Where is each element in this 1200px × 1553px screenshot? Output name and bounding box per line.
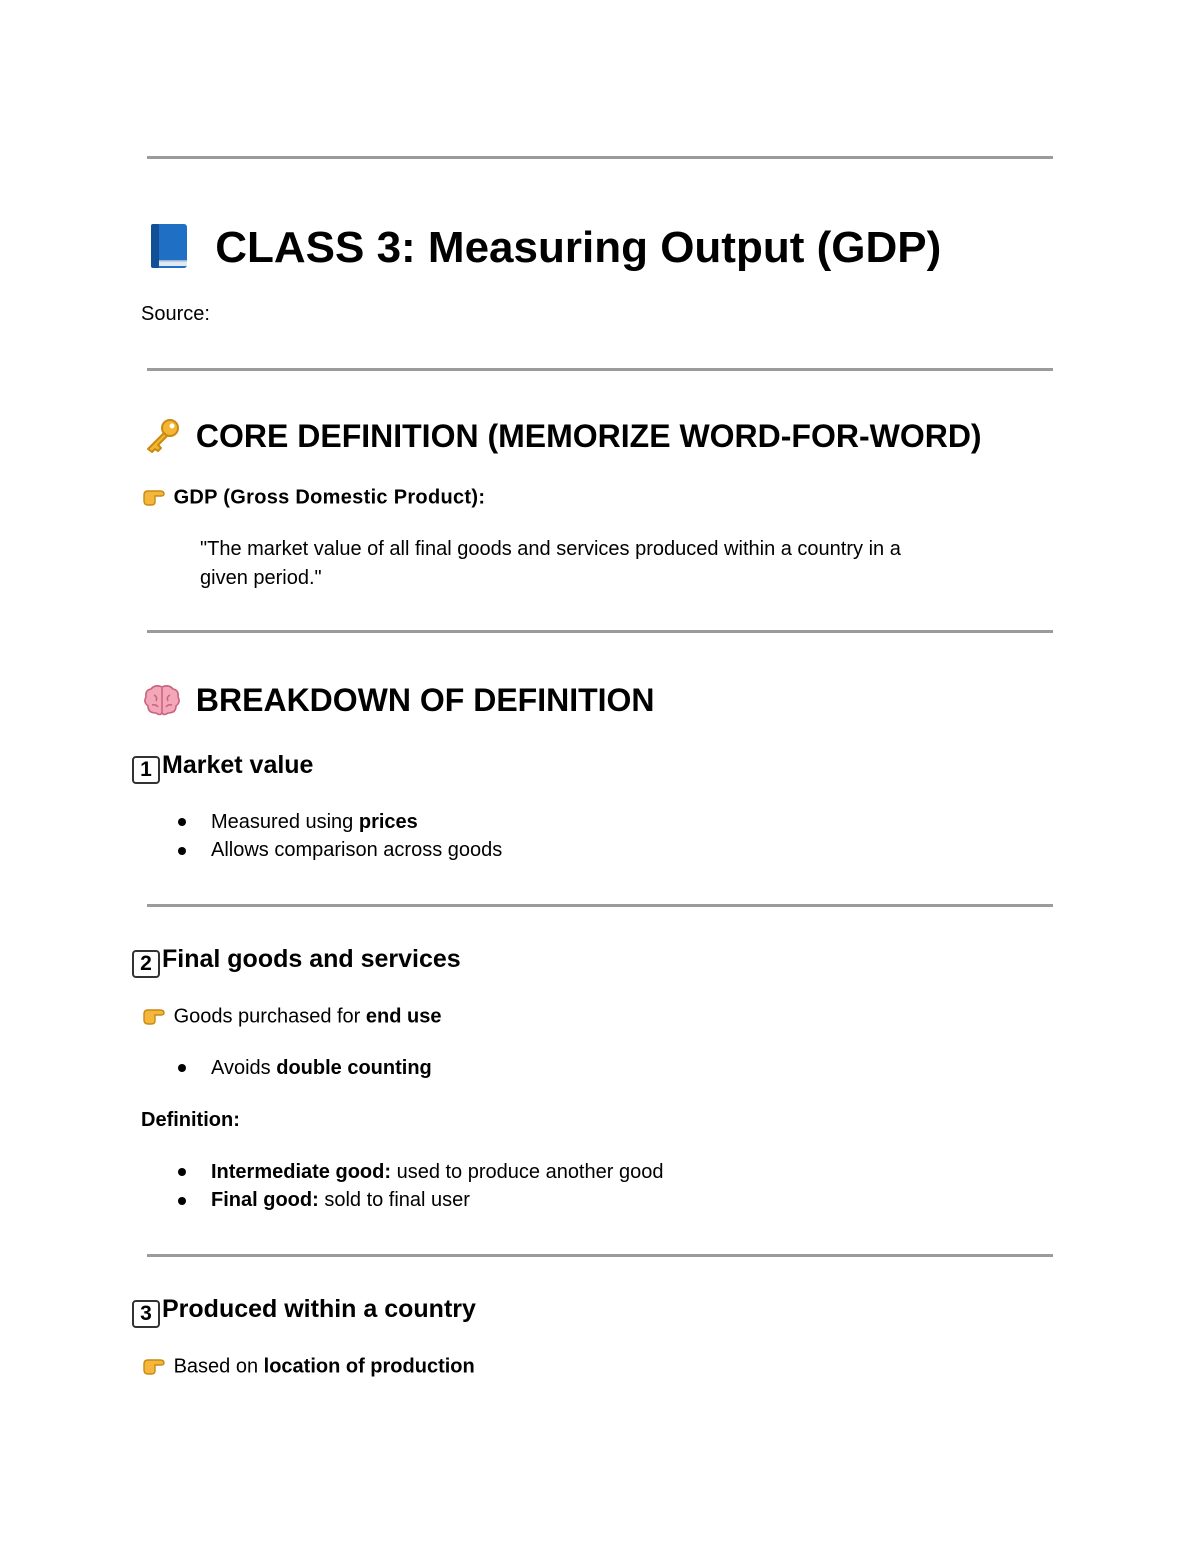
page-title-text: CLASS 3: Measuring Output (GDP) xyxy=(215,222,942,272)
core-definition-heading-text: CORE DEFINITION (MEMORIZE WORD-FOR-WORD) xyxy=(195,417,982,454)
list-item: Final good: sold to final user xyxy=(211,1189,470,1211)
list-item: Intermediate good: used to produce another good xyxy=(211,1161,664,1183)
divider xyxy=(147,904,1053,907)
section-3-heading xyxy=(132,1297,476,1328)
bullet-dot xyxy=(178,847,186,855)
core-definition-heading xyxy=(143,418,982,459)
blue-book-icon xyxy=(145,222,193,278)
breakdown-heading xyxy=(143,683,655,722)
breakdown-heading-text: BREAKDOWN OF DEFINITION xyxy=(195,681,655,718)
number-3-icon: 3 xyxy=(132,1300,160,1328)
pointing-hand-icon xyxy=(142,486,168,510)
section-3-title: Produced within a country xyxy=(162,1295,476,1323)
number-2-icon: 2 xyxy=(132,950,160,978)
page-title xyxy=(145,222,941,278)
list-item: Allows comparison across goods xyxy=(211,839,503,861)
section-2-pointer: Goods purchased for end use xyxy=(142,1005,441,1029)
divider xyxy=(147,630,1053,633)
bullet-dot xyxy=(178,1168,186,1176)
definition-quote-line1: "The market value of all final goods and services produced within a country in a xyxy=(200,538,901,560)
section-3-pointer: Based on location of production xyxy=(142,1355,475,1379)
definition-label: Definition: xyxy=(141,1109,240,1131)
brain-icon xyxy=(143,683,181,722)
section-1-title: Market value xyxy=(162,751,314,779)
list-item: Measured using prices xyxy=(211,811,418,833)
definition-quote-line2: given period." xyxy=(200,567,322,589)
bullet-dot xyxy=(178,1064,186,1072)
source-label: Source: xyxy=(141,303,210,325)
divider xyxy=(147,368,1053,371)
gdp-term-text: GDP (Gross Domestic Product): xyxy=(173,486,486,509)
list-item: Avoids double counting xyxy=(211,1057,432,1079)
section-2-heading xyxy=(132,947,461,978)
bullet-dot xyxy=(178,1197,186,1205)
bullet-dot xyxy=(178,818,186,826)
section-2-title: Final goods and services xyxy=(162,945,461,973)
gdp-term xyxy=(142,486,485,510)
pointing-hand-icon xyxy=(142,1005,168,1029)
section-1-heading xyxy=(132,753,313,784)
key-icon xyxy=(143,418,181,459)
divider xyxy=(147,1254,1053,1257)
divider xyxy=(147,156,1053,159)
pointing-hand-icon xyxy=(142,1355,168,1379)
number-1-icon: 1 xyxy=(132,756,160,784)
